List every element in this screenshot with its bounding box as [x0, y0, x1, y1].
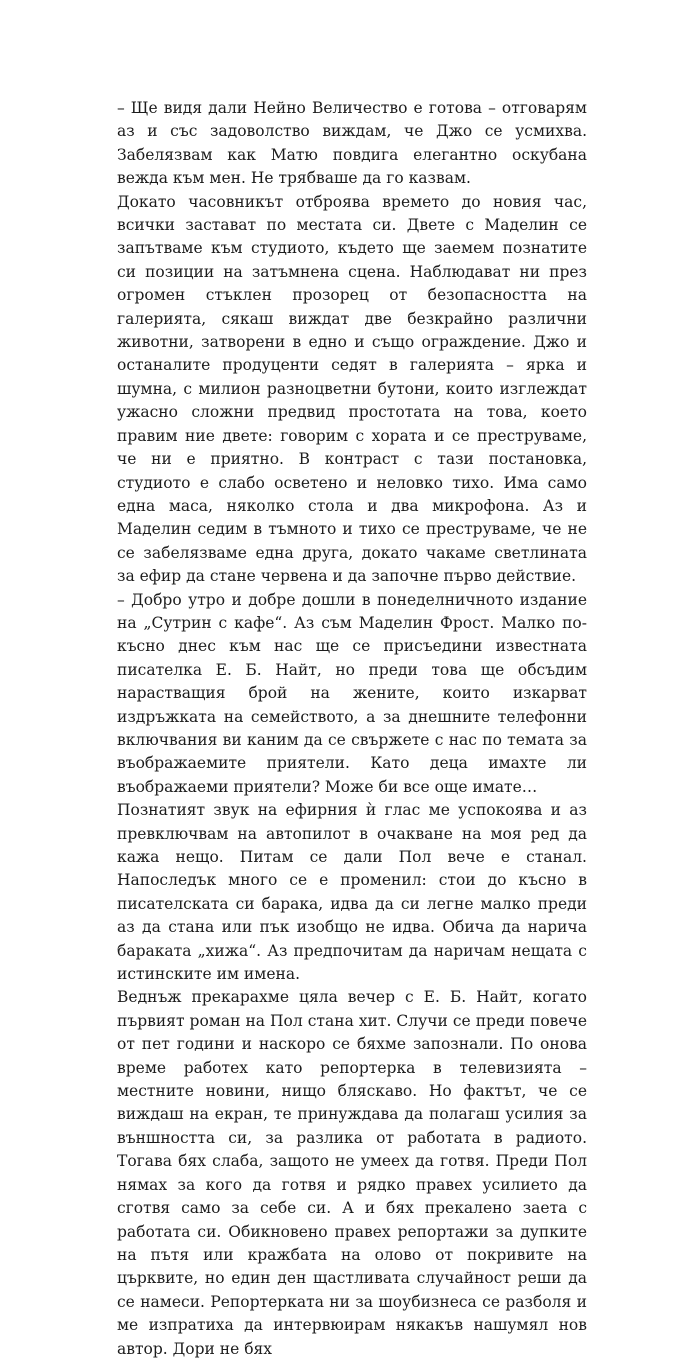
paragraph: Докато часовникът отброява времето до новия час, всички застават по местата си. Двете с Маделин се запътваме към студиото, където ще заемем познатите си позиции на затъмнена сцена. Наблюдават ни през огромен стъклен прозорец от безопасността на галерията, сякаш виждат две безкрайно различни животни, затворени в едно и също ограждение. Джо и останалите продуценти седят в галерията – ярка и шумна, с милион разноцветни бутони, които изглеждат ужасно сложни предвид простотата на това, което правим ние двете: говорим с хората и се преструваме, че ни е приятно. В контраст с тази постановка, студиото е слабо осветено и неловко тихо. Има само една маса, няколко стола и два микрофона. Аз и Маделин седим в тъмното и тихо се преструваме, че не се забелязваме една друга, докато чакаме светлината за ефир да стане червена и да започне първо действие.	[117, 192, 587, 586]
paragraph: – Ще видя дали Нейно Величество е готова – отговарям аз и със задоволство виждам, че Джо се усмихва. Забелязвам как Матю повдига елегантно оскубана вежда към мен. Не трябваше да го казвам.	[117, 99, 587, 188]
paragraph: Веднъж прекарахме цяла вечер с Е. Б. Найт, когато първият роман на Пол стана хит. Случи се преди повече от пет години и наскоро се бяхме запознали. По онова време работех като репортерка в телевизията – местните новини, нищо бляскаво. Но фактът, че се виждаш на екран, те принуждава да полагаш усилия за външността си, за разлика от работата в радиото. Тогава бях слаба, защото не умеех да готвя. Преди Пол нямах за кого да готвя и рядко правех усилието да сготвя само за себе си. А и бях прекалено заета с работата си. Обикновено правех репортажи за дупките на пътя или кражбата на олово от покривите на църквите, но един ден щастливата случайност реши да се намеси. Репортерката ни за шоубизнеса се разболя и ме изпратиха да интервюирам някакъв нашумял нов автор. Дори не бях	[117, 988, 587, 1358]
body-text	[117, 97, 587, 1361]
paragraph: – Добро утро и добре дошли в понеделничното издание на „Сутрин с кафе“. Аз съм Маделин Фрост. Малко по-късно днес към нас ще се присъедини известната писателка Е. Б. Найт, но преди това ще обсъдим нарастващия брой на жените, които изкарват издръжката на семейството, а за днешните телефонни включвания ви каним да се свържете с нас по темата за въображаемите приятели. Като деца имахте ли въображаеми приятели? Може би все още имате…	[117, 590, 587, 796]
paragraph: Познатият звук на ефирния ѝ глас ме успокоява и аз превключвам на автопилот в очакване на моя ред да кажа нещо. Питам се дали Пол вече е станал. Напоследък много се е променил: стои до късно в писателската си барака, идва да си легне малко преди аз да стана или пък изобщо не идва. Обича да нарича бараката „хижа“. Аз предпочитам да наричам нещата с истинските им имена.	[117, 801, 587, 984]
